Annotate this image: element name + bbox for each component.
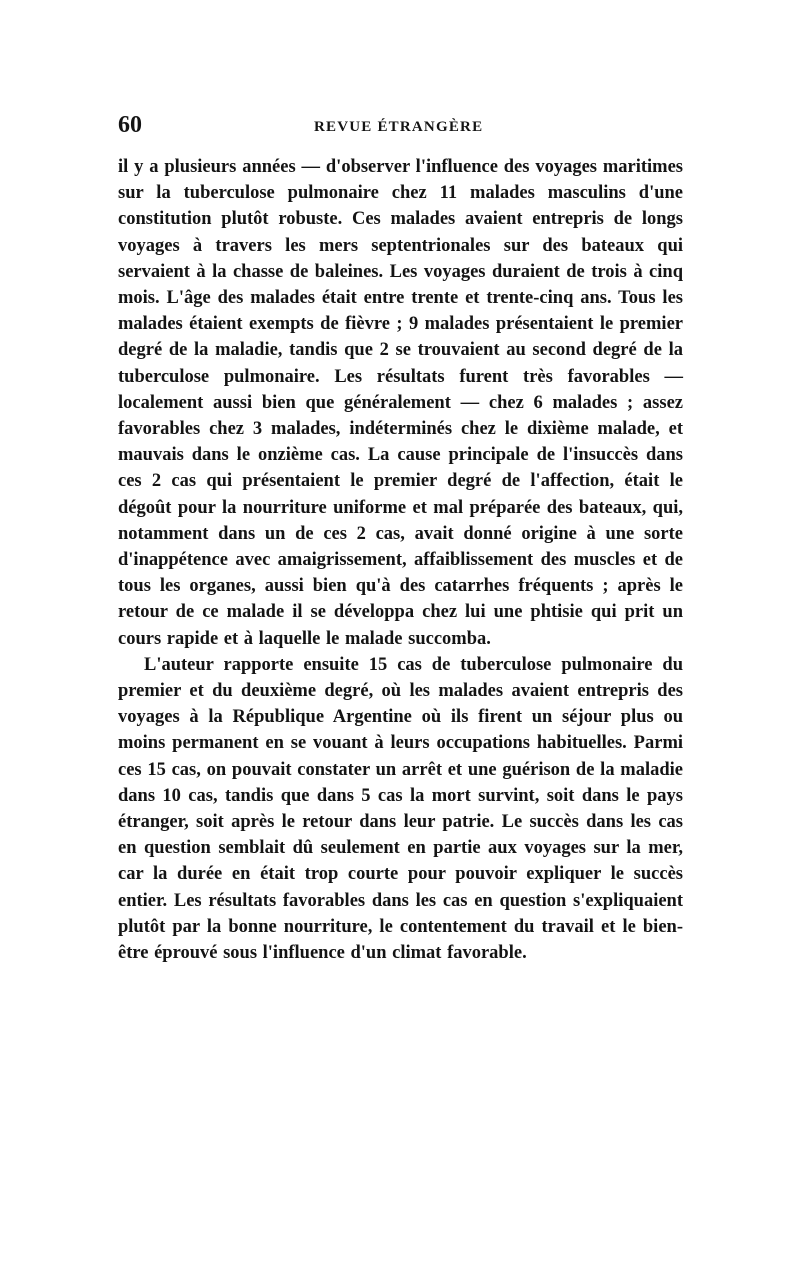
body-text <box>118 154 683 966</box>
book-page <box>118 112 683 966</box>
paragraph-author-report: L'auteur rapporte ensuite 15 cas de tuberculose pulmonaire du premier et du deuxième degré, où les malades avaient entrepris des voyages à la République Argentine où ils firent un séjour plus ou moins permanent en se vouant à leurs occupations habituelles. Parmi ces 15 cas, on pouvait constater un arrêt et une guérison de la maladie dans 10 cas, tandis que dans 5 cas la mort survint, soit dans le pays étranger, soit après le retour dans leur patrie. Le succès dans les cas en question semblait dû seulement en partie aux voyages sur la mer, car la durée en était trop courte pour pouvoir expliquer le succès entier. Les résultats favorables dans les cas en question s'expliquaient plutôt par la bonne nourriture, le contentement du travail et le bien-être éprouvé sous l'influence d'un climat favorable. <box>118 654 683 964</box>
page-number: 60 <box>118 112 142 138</box>
paragraph-continued: il y a plusieurs années — d'observer l'influence des voyages maritimes sur la tuberculose pulmonaire chez 11 malades masculins d'une constitution plutôt robuste. Ces malades avaient entrepris de longs voyages à travers les mers septentrionales sur des bateaux qui servaient à la chasse de baleines. Les voyages duraient de trois à cinq mois. L'âge des malades était entre trente et trente-cinq ans. Tous les malades étaient exempts de fièvre ; 9 malades présentaient le premier degré de la maladie, tandis que 2 se trouvaient au second degré de la tuberculose pulmonaire. Les résultats furent très favorables — localement aussi bien que généralement — chez 6 malades ; assez favorables chez 3 malades, indéterminés chez le dixième malade, et mauvais dans le onzième cas. La cause principale de l'insuccès dans ces 2 cas qui présentaient le premier degré de l'affection, était le dégoût pour la nourriture uniforme et mal préparée des bateaux, qui, notamment dans un de ces 2 cas, avait donné origine à une sorte d'inappétence avec amaigrissement, affaiblissement des muscles et de tous les organes, aussi bien qu'à des catarrhes fréquents ; après le retour de ce malade il se développa chez lui une phtisie qui prit un cours rapide et à laquelle le malade succomba. <box>118 157 683 649</box>
running-title: REVUE ÉTRANGÈRE <box>314 119 484 135</box>
page-header <box>118 112 683 148</box>
